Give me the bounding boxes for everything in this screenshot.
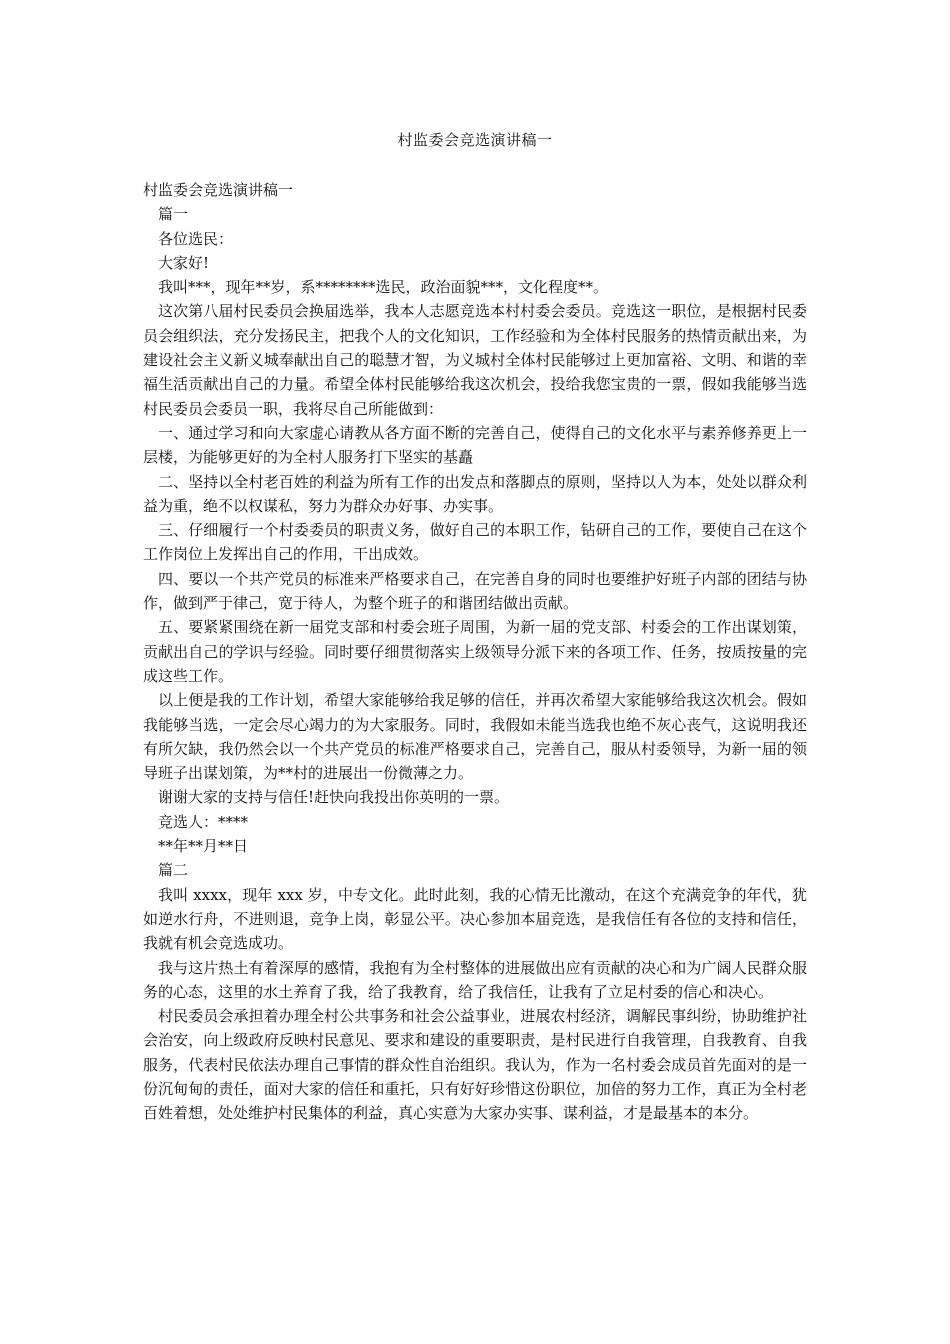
- paragraph: 一、通过学习和向大家虚心请教从各方面不断的完善自己，使得自己的文化水平与素养修养更上一层楼，为能够更好的为全村人服务打下坚实的基矗: [143, 423, 807, 467]
- paragraph: 以上便是我的工作计划，希望大家能够给我足够的信任，并再次希望大家能够给我这次机会。假如我能够当选，一定会尽心竭力的为大家服务。同时，我假如未能当选我也绝不灰心丧气，这说明我还有所欠缺，我仍然会以一个共产党员的标准严格要求自己，完善自己，服从村委领导，为新一届的领导班子出谋划策，为**村的进展出一份微薄之力。: [143, 691, 807, 783]
- paragraph: 谢谢大家的支持与信任!赶快向我投出你英明的一票。: [158, 788, 510, 807]
- section-heading-2: 篇二: [158, 861, 189, 880]
- paragraph: 我叫***，现年**岁，系********选民，政治面貌***，文化程度**。: [158, 278, 609, 297]
- candidate-signature: 竞选人：****: [158, 812, 249, 831]
- paragraph: 我叫 xxxx，现年 xxx 岁，中专文化。此时此刻，我的心情无比激动，在这个充满竞争的年代，犹如逆水行舟，不进则退，竞争上岗，彰显公平。决心参加本届竞选，是我信任有各位的支持和信任，我就有机会竞选成功。: [143, 885, 807, 953]
- paragraph: 这次第八届村民委员会换届选举，我本人志愿竞选本村村委会委员。竞选这一职位，是根据村民委员会组织法，充分发扬民主，把我个人的文化知识，工作经验和为全体村民服务的热情贡献出来，为建设社会主义新义城奉献出自己的聪慧才智，为义城村全体村民能够过上更加富裕、文明、和谐的幸福生活贡献出自己的力量。希望全体村民能够给我这次机会，投给我您宝贵的一票，假如我能够当选村民委员会委员一职，我将尽自己所能做到：: [143, 302, 807, 418]
- body-heading: 村监委会竞选演讲稿一: [143, 181, 294, 199]
- greeting: 大家好!: [158, 253, 210, 272]
- paragraph: 二、坚持以全村老百姓的利益为所有工作的出发点和落脚点的原则，坚持以人为本，处处以群众利益为重，绝不以权谋私，努力为群众办好事、办实事。: [143, 472, 807, 515]
- page-title: 村监委会竞选演讲稿一: [397, 131, 553, 149]
- section-heading-1: 篇一: [158, 205, 189, 224]
- paragraph: 五、要紧紧围绕在新一届党支部和村委会班子周围，为新一届的党支部、村委会的工作出谋划策，贡献出自己的学识与经验。同时要仔细贯彻落实上级领导分派下来的各项工作、任务，按质按量的完成这些工作。: [143, 618, 807, 685]
- salutation: 各位选民：: [158, 229, 234, 248]
- date-line: **年**月**日: [158, 837, 249, 856]
- paragraph: 我与这片热土有着深厚的感情，我抱有为全村整体的进展做出应有贡献的决心和为广阔人民群众服务的心态，这里的水土养育了我，给了我教育，给了我信任，让我有了立足村委的信心和决心。: [143, 958, 807, 1001]
- paragraph: 三、仔细履行一个村委委员的职责义务，做好自己的本职工作，钻研自己的工作，要使自己在这个工作岗位上发挥出自己的作用，干出成效。: [143, 521, 807, 564]
- document-body: [143, 178, 807, 1126]
- paragraph: 村民委员会承担着办理全村公共事务和社会公益事业，进展农村经济，调解民事纠纷，协助维护社会治安，向上级政府反映村民意见、要求和建设的重要职责，是村民进行自我管理，自我教育、自我服务，代表村民依法办理自己事情的群众性自治组织。我认为，作为一名村委会成员首先面对的是一份沉甸甸的责任，面对大家的信任和重托，只有好好珍惜这份职位，加倍的努力工作，真正为全村老百姓着想，处处维护村民集体的利益，真心实意为大家办实事、谋利益，才是最基本的本分。: [143, 1007, 807, 1123]
- paragraph: 四、要以一个共产党员的标准来严格要求自己，在完善自身的同时也要维护好班子内部的团结与协作，做到严于律己，宽于待人，为整个班子的和谐团结做出贡献。: [143, 569, 807, 613]
